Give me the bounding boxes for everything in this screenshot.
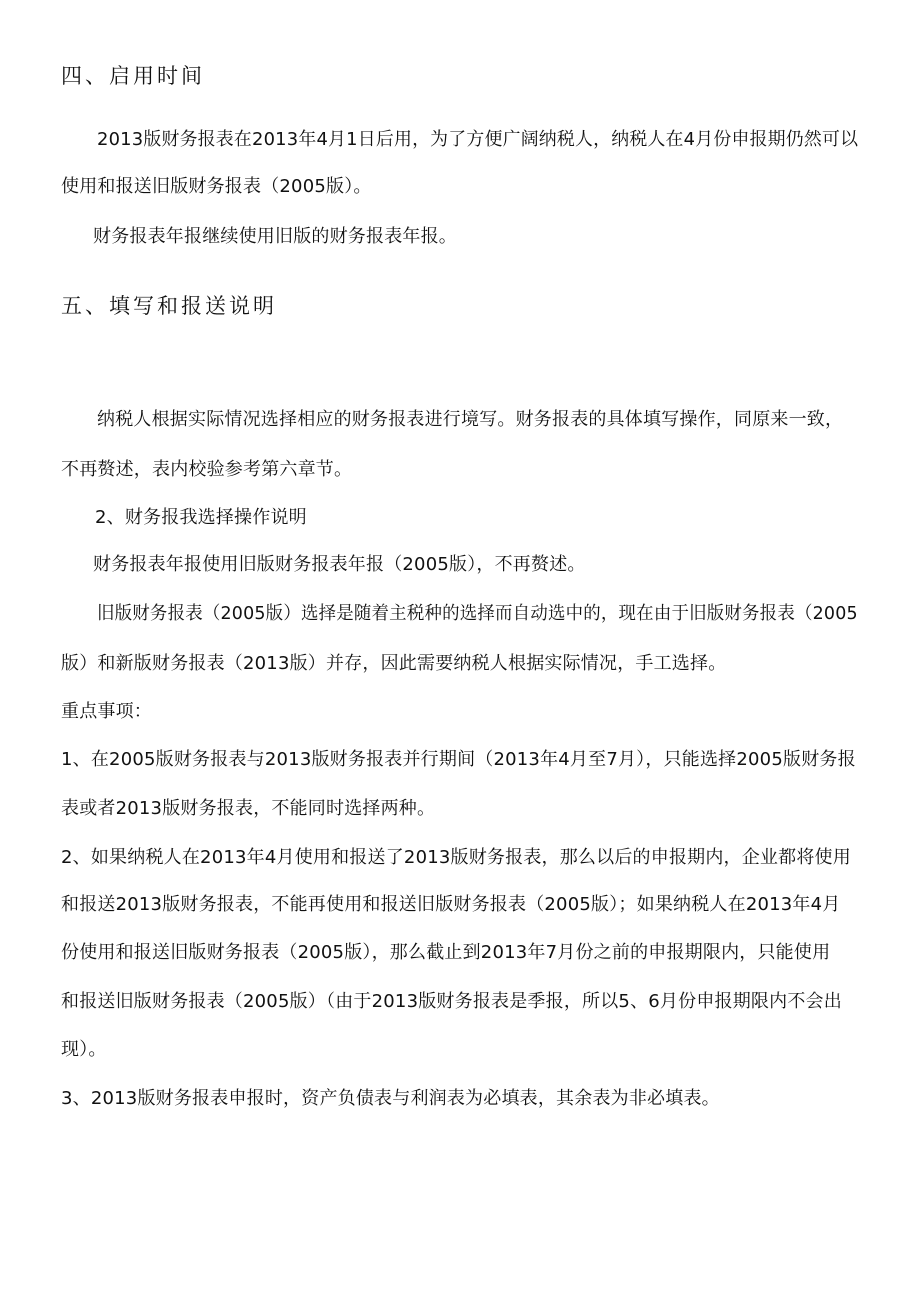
section-heading-start-date: 四、启用时间 — [61, 64, 205, 88]
paragraph-line: 财务报表年报使用旧版财务报表年报（2005版），不再赘述。 — [93, 554, 586, 575]
section-heading-fill-and-submit: 五、填写和报送说明 — [61, 294, 277, 318]
paragraph-line: 版）和新版财务报表（2013版）并存，因此需要纳税人根据实际情况，手工选择。 — [61, 653, 727, 674]
key-point-line: 和报送旧版财务报表（2005版）（由于2013版财务报表是季报，所以5、6月份申报期限内不会出 — [61, 991, 842, 1012]
key-point-line: 和报送2013版财务报表，不能再使用和报送旧版财务报表（2005版）；如果纳税人在2013年4月 — [61, 894, 841, 915]
key-point-line: 2、如果纳税人在2013年4月使用和报送了2013版财务报表，那么以后的申报期内，企业都将使用 — [61, 847, 851, 868]
key-point-line: 份使用和报送旧版财务报表（2005版），那么截止到2013年7月份之前的申报期限内，只能使用 — [61, 942, 831, 963]
paragraph-line: 2013版财务报表在2013年4月1日后用，为了方便广阔纳税人，纳税人在4月份申报期仍然可以 — [97, 129, 859, 150]
key-point-line: 现）。 — [61, 1039, 107, 1060]
paragraph-line: 纳税人根据实际情况选择相应的财务报表进行境写。财务报表的具体填写操作，同原来一致， — [97, 409, 844, 430]
paragraph-line: 旧版财务报表（2005版）选择是随着主税种的选择而自动选中的，现在由于旧版财务报表（2005 — [97, 603, 858, 624]
key-point-line: 表或者2013版财务报表，不能同时选择两种。 — [61, 798, 436, 819]
key-point-line: 3、2013版财务报表申报时，资产负债表与利润表为必填表，其余表为非必填表。 — [61, 1088, 720, 1109]
key-point-line: 1、在2005版财务报表与2013版财务报表并行期间（2013年4月至7月），只能选择2005版财务报 — [61, 749, 856, 770]
list-item-heading: 2、财务报我选择操作说明 — [95, 507, 307, 528]
key-points-label: 重点事项： — [61, 701, 152, 722]
paragraph-line: 财务报表年报继续使用旧版的财务报表年报。 — [93, 226, 457, 247]
paragraph-line: 使用和报送旧版财务报表（2005版）。 — [61, 176, 372, 197]
paragraph-line: 不再赘述，表内校验参考第六章节。 — [61, 459, 353, 480]
